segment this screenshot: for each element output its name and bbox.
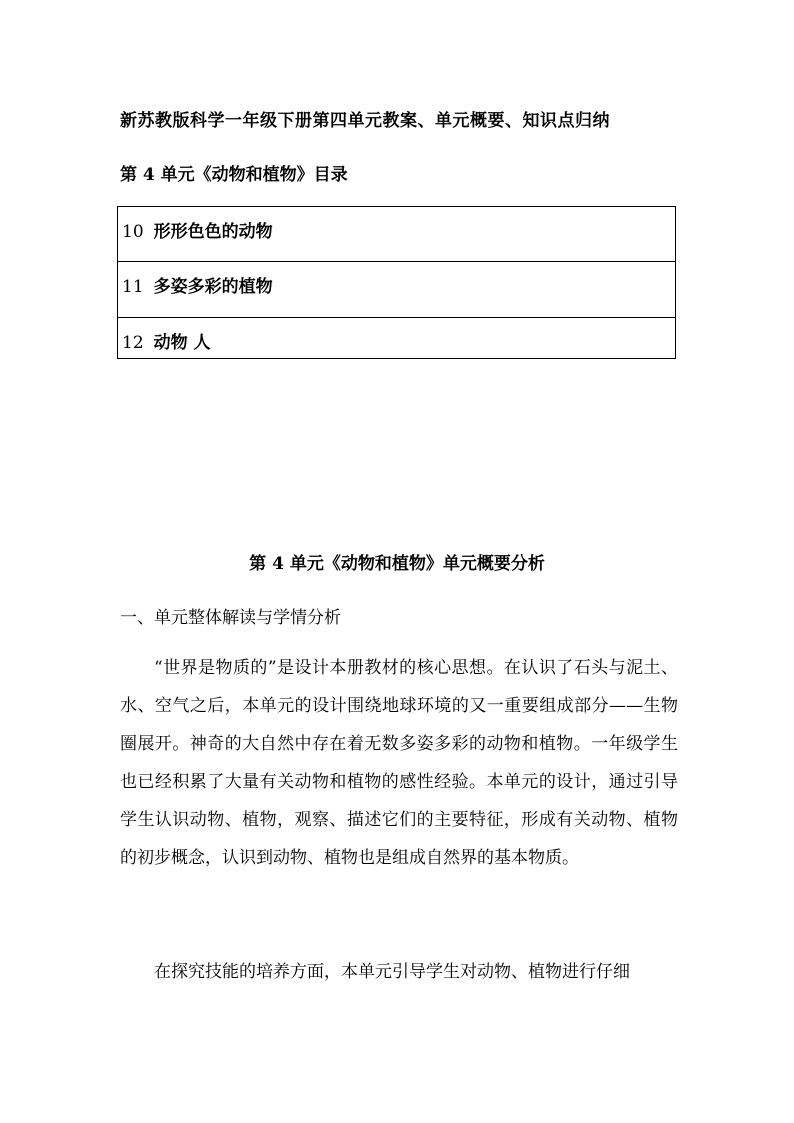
document-title: 新苏教版科学一年级下册第四单元教案、单元概要、知识点归纳: [120, 111, 610, 131]
toc-cell: [118, 207, 676, 262]
toc-table: [117, 206, 676, 359]
toc-row: [118, 262, 676, 318]
toc-item-label: 形形色色的动物: [153, 222, 273, 242]
toc-item-number: 11: [122, 277, 144, 297]
toc-cell: [118, 262, 676, 318]
toc-item-number: 10: [122, 222, 144, 242]
body-paragraph: “世界是物质的”是设计本册教材的核心思想。在认识了石头与泥土、水、空气之后，本单元的设计围绕地球环境的又一重要组成部分——生物圈展开。神奇的大自然中存在着无数多姿多彩的动物和植物。一年级学生也已经积累了大量有关动物和植物的感性经验。本单元的设计，通过引导学生认识动物、植物，观察、描述它们的主要特征，形成有关动物、植物的初步概念，认识到动物、植物也是组成自然界的基本物质。: [120, 658, 678, 868]
body-paragraph: 在探究技能的培养方面，本单元引导学生对动物、植物进行仔细: [154, 962, 630, 982]
toc-row: [118, 207, 676, 262]
section-heading: 一、单元整体解读与学情分析: [120, 608, 341, 628]
toc-item-label: 动物 人: [153, 333, 211, 353]
toc-heading: 第 4 单元《动物和植物》目录: [120, 165, 348, 185]
toc-cell: [118, 318, 676, 359]
toc-row: [118, 318, 676, 359]
toc-item-label: 多姿多彩的植物: [153, 277, 273, 297]
overview-title: 第 4 单元《动物和植物》单元概要分析: [249, 554, 545, 574]
toc-item-number: 12: [122, 333, 144, 353]
